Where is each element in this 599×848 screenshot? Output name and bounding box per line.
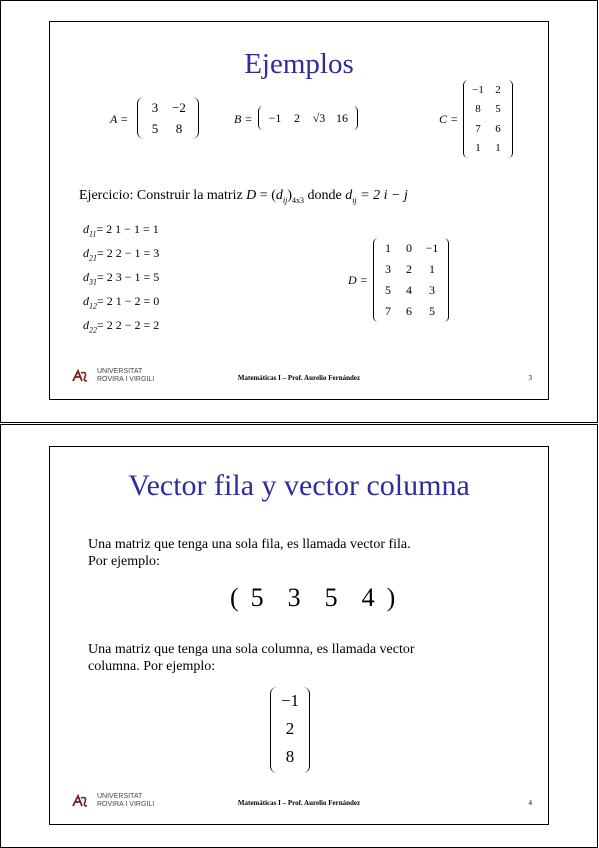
matrix-b-entry: 16 xyxy=(336,110,348,125)
paragraph2-line1: Una matriz que tenga una sola columna, es llamada vector xyxy=(88,642,415,657)
matrix-d-entry: 0 xyxy=(406,241,412,255)
logo-line2: ROVIRA I VIRGILI xyxy=(97,376,155,383)
matrix-a-entry: −2 xyxy=(172,99,186,115)
matrix-d-entry: 2 xyxy=(406,262,412,276)
matrix-b-entry: √3 xyxy=(312,110,326,125)
computation-item: $d_{31}= 2$ 3 − 1 = 5 xyxy=(83,270,160,287)
matrix-a-entry: 3 xyxy=(151,99,159,115)
slide-title: Vector fila y vector columna xyxy=(128,469,470,502)
matrix-d-entry: 3 xyxy=(385,262,391,276)
matrix-d-entry: −1 xyxy=(425,241,439,255)
slide-3 xyxy=(49,21,549,400)
computation-list xyxy=(83,222,159,342)
matrix-d-entry: 3 xyxy=(429,283,435,297)
column-vector-entry: 2 xyxy=(285,719,295,738)
row-vector-entry: 4 xyxy=(361,583,375,612)
matrix-b-label: B = xyxy=(234,112,253,126)
matrix-c-entry: 1 xyxy=(495,142,501,155)
matrix-a xyxy=(137,97,199,139)
matrix-b-entry: −1 xyxy=(268,110,282,125)
paragraph2-line2: columna. Por ejemplo: xyxy=(88,659,216,674)
matrix-c-entry: −1 xyxy=(472,83,484,96)
paragraph1-line1: Una matriz que tenga una sola fila, es llamada vector fila. xyxy=(88,537,411,552)
matrix-b-entry: 2 xyxy=(294,110,300,125)
page-number: 4 xyxy=(528,799,532,807)
computation-item: $d_{22}= 2$ 2 − 2 = 2 xyxy=(83,318,160,335)
matrix-c-entry: 6 xyxy=(495,122,501,135)
logo-line2: ROVIRA I VIRGILI xyxy=(97,801,155,808)
paragraph1-line2: Por ejemplo: xyxy=(88,554,160,569)
matrix-d-entry: 5 xyxy=(385,283,391,297)
exercise-statement: Ejercicio: Construir la matriz $D = (d_{ij})_{4x3}$ donde $d_{ij} = 2$ i − j xyxy=(79,188,408,205)
matrix-d-entry: 6 xyxy=(406,304,412,318)
matrix-b xyxy=(258,106,358,130)
computation-item: $d_{12}= 2$ 1 − 2 = 0 xyxy=(83,294,160,311)
page-number: 3 xyxy=(528,374,532,382)
footer-text: Matemáticas I – Prof. Aurelio Fernández xyxy=(237,799,361,807)
column-vector-entry: 8 xyxy=(285,747,295,766)
footer-text: Matemáticas I – Prof. Aurelio Fernández xyxy=(237,374,361,382)
matrix-c-entry: 7 xyxy=(475,122,481,135)
matrix-c-label: C = xyxy=(439,112,459,126)
matrix-d-entry: 5 xyxy=(429,304,435,318)
matrix-c-entry: 1 xyxy=(475,142,481,155)
logo-line1: UNIVERSITAT xyxy=(97,793,143,800)
computation-item: $d_{11}= 2$ 1 − 1 = 1 xyxy=(83,222,159,239)
matrix-d-entry: 4 xyxy=(406,283,412,297)
computation-item: $d_{21}= 2$ 2 − 1 = 3 xyxy=(83,246,160,263)
matrix-a-entry: 8 xyxy=(175,120,183,136)
matrix-d xyxy=(373,238,449,322)
row-vector-entry: 3 xyxy=(287,583,301,612)
column-vector xyxy=(270,687,310,773)
matrix-d-entry: 1 xyxy=(385,241,391,255)
row-vector-entry: 5 xyxy=(324,583,338,612)
matrix-d-label: D = xyxy=(348,273,368,287)
matrix-a-label: A = xyxy=(110,112,129,126)
logo-line1: UNIVERSITAT xyxy=(97,368,143,375)
matrix-c-entry: 8 xyxy=(475,103,481,116)
slide-4 xyxy=(49,446,549,825)
matrix-c-entry: 5 xyxy=(495,103,501,116)
row-vector: ( 5 3 5 4 ) xyxy=(230,583,396,612)
slide-title: Ejemplos xyxy=(244,48,354,80)
matrix-d-entry: 7 xyxy=(385,304,391,318)
matrix-c-entry: 2 xyxy=(495,83,501,96)
row-vector-entry: 5 xyxy=(250,583,264,612)
column-vector-entry: −1 xyxy=(280,691,300,710)
matrix-c xyxy=(463,80,513,158)
matrix-d-entry: 1 xyxy=(429,262,435,276)
matrix-a-entry: 5 xyxy=(151,120,159,136)
